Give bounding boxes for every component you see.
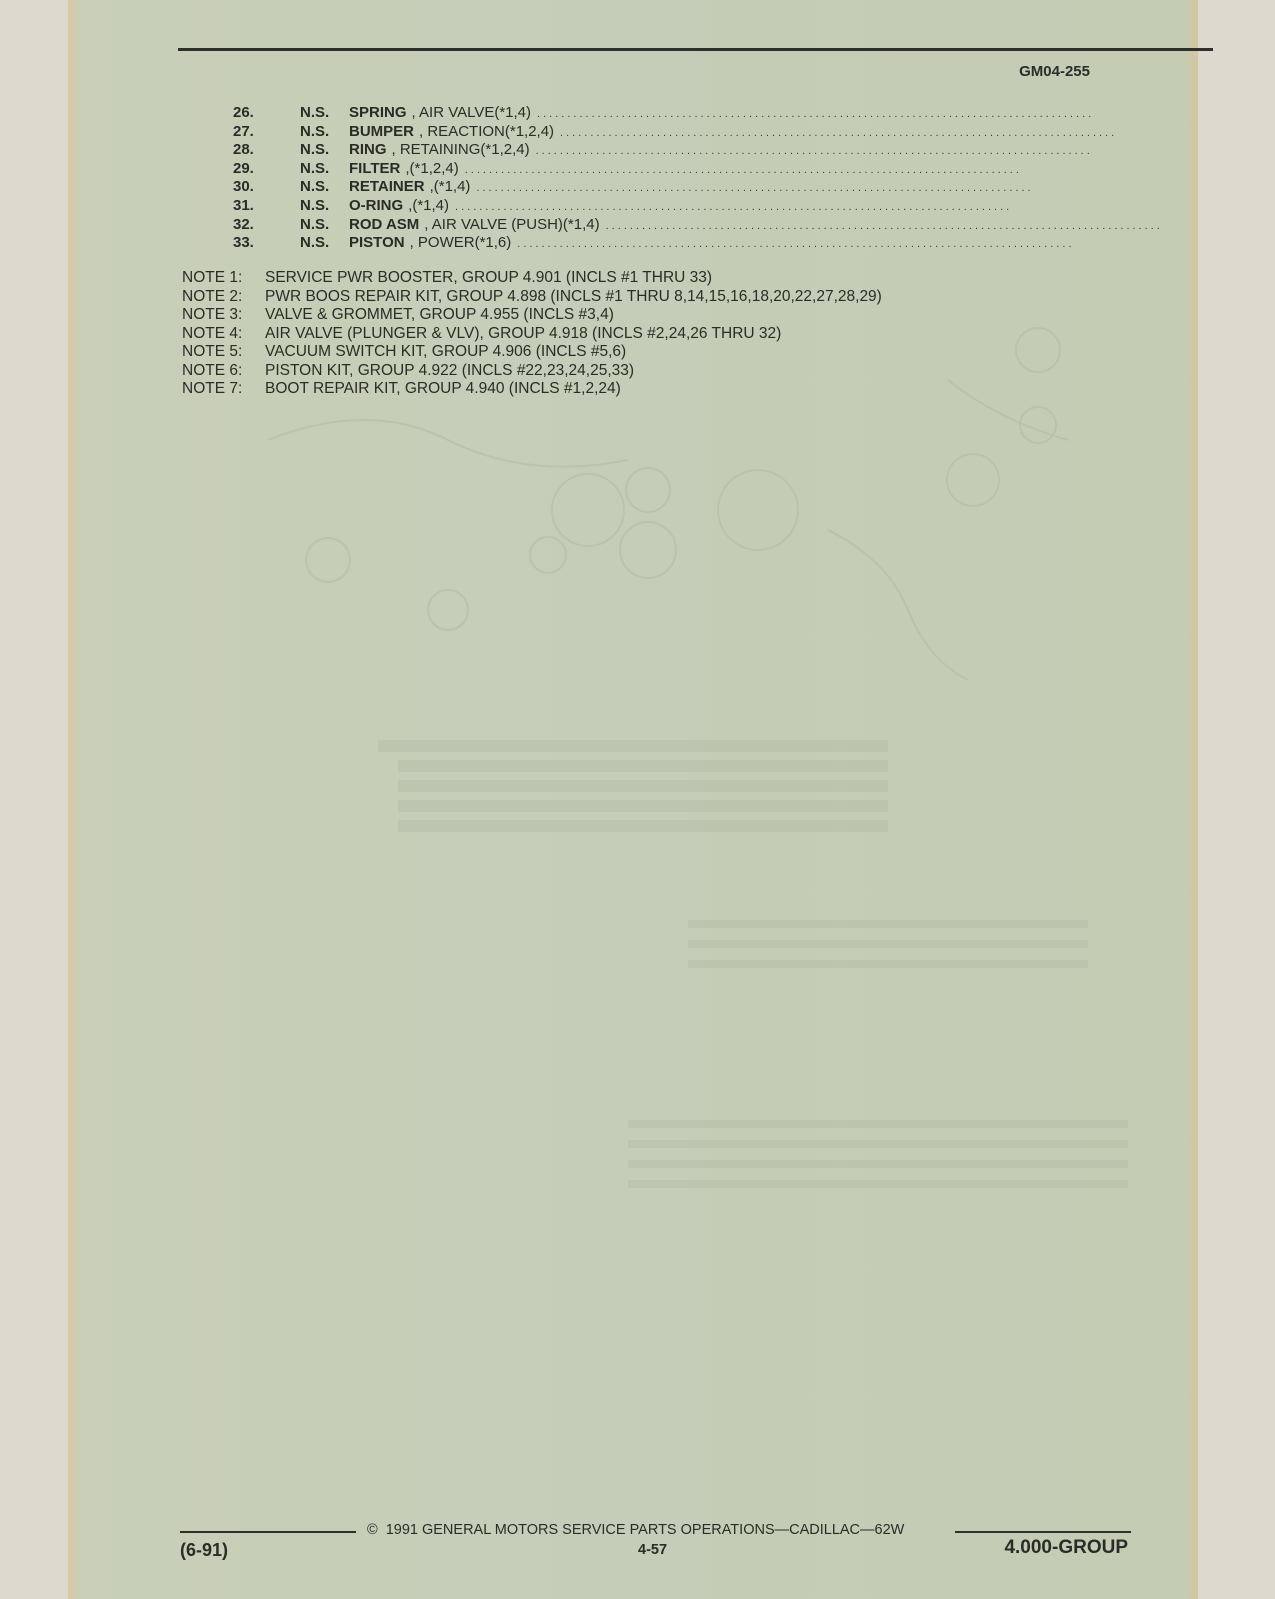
part-number: 30.: [233, 178, 254, 196]
part-row: [68, 160, 1198, 179]
part-row: [68, 234, 1198, 253]
part-ns: N.S.: [300, 122, 330, 140]
footer-date: (6-91): [180, 1540, 229, 1560]
note-text: SERVICE PWR BOOSTER, GROUP 4.901 (INCLS #1 THRU 33): [265, 269, 713, 286]
part-row: [68, 123, 1198, 142]
part-number: 32.: [233, 215, 254, 233]
part-name: SPRING: [349, 104, 407, 121]
part-description: , AIR VALVE (PUSH)(*1,4): [424, 215, 600, 233]
dot-leader: ............................................................................................: [537, 108, 1095, 120]
note-text: AIR VALVE (PLUNGER & VLV), GROUP 4.918 (INCLS #2,24,26 THRU 32): [265, 324, 782, 342]
note-row: [182, 362, 882, 381]
part-row: [68, 216, 1198, 235]
note-label: NOTE 1:: [182, 269, 243, 286]
part-ns: N.S.: [300, 196, 330, 214]
note-row: [182, 269, 882, 288]
note-text: VACUUM SWITCH KIT, GROUP 4.906 (INCLS #5,6): [265, 343, 627, 360]
note-label: NOTE 3:: [182, 306, 243, 323]
part-description: , REACTION(*1,2,4): [419, 122, 555, 140]
note-text: PWR BOOS REPAIR KIT, GROUP 4.898 (INCLS #1 THRU 8,14,15,16,18,20,22,27,28,29): [265, 287, 882, 305]
note-text: VALVE & GROMMET, GROUP 4.955 (INCLS #3,4): [265, 306, 614, 323]
note-row: [182, 380, 882, 399]
note-label: NOTE 4:: [182, 324, 243, 342]
part-name: ROD ASM: [349, 215, 420, 233]
dot-leader: ............................................................................................: [535, 145, 1093, 158]
footer-copyright: [367, 1522, 904, 1538]
part-row: [68, 197, 1198, 216]
note-row: [182, 343, 882, 362]
part-number: 31.: [233, 196, 254, 214]
part-name: BUMPER: [349, 122, 415, 140]
dot-leader: ............................................................................................: [464, 163, 1022, 176]
part-number: 33.: [233, 234, 254, 252]
part-number: 28.: [233, 141, 254, 159]
part-name: RING: [349, 141, 387, 159]
note-text: PISTON KIT, GROUP 4.922 (INCLS #22,23,24,25,33): [265, 361, 635, 379]
note-label: NOTE 7:: [182, 380, 243, 397]
document-page: [68, 0, 1198, 1599]
part-row: [68, 141, 1198, 160]
dot-leader: ............................................................................................: [455, 200, 1013, 213]
part-row: [68, 178, 1198, 197]
part-ns: N.S.: [300, 141, 330, 159]
note-row: [182, 306, 882, 325]
parts-list: [68, 104, 1198, 253]
part-number: 29.: [233, 159, 254, 177]
footer-rule-left: [180, 1531, 356, 1533]
part-ns: N.S.: [300, 215, 330, 233]
copyright-text: 1991 GENERAL MOTORS SERVICE PARTS OPERATIONS—CADILLAC—62W: [385, 1522, 905, 1538]
part-ns: N.S.: [300, 234, 330, 252]
note-label: NOTE 5:: [182, 343, 243, 360]
part-ns: N.S.: [300, 104, 330, 121]
part-row: [68, 104, 1198, 123]
note-text: BOOT REPAIR KIT, GROUP 4.940 (INCLS #1,2,24): [265, 380, 621, 397]
dot-leader: ............................................................................................: [560, 126, 1118, 139]
copyright-icon: ©: [367, 1522, 378, 1538]
part-ns: N.S.: [300, 178, 330, 196]
notes-list: [182, 269, 882, 399]
part-name: O-RING: [349, 196, 404, 214]
part-number: 26.: [233, 104, 254, 121]
part-description: , AIR VALVE(*1,4): [411, 104, 532, 121]
dot-leader: ............................................................................................: [476, 182, 1034, 195]
note-label: NOTE 6:: [182, 361, 243, 379]
dot-leader: ............................................................................................: [517, 238, 1075, 251]
part-description: ,(*1,4): [429, 178, 471, 196]
dot-leader: ............................................................................................: [605, 219, 1163, 232]
note-row: [182, 325, 882, 344]
footer-group: 4.000-GROUP: [1004, 1537, 1128, 1558]
note-label: NOTE 2:: [182, 287, 243, 305]
footer-rule-right: [955, 1531, 1131, 1533]
part-description: ,(*1,4): [408, 196, 450, 214]
part-name: PISTON: [349, 234, 405, 252]
part-name: FILTER: [349, 159, 401, 177]
part-description: , POWER(*1,6): [409, 234, 512, 252]
part-description: ,(*1,2,4): [405, 159, 459, 177]
part-name: RETAINER: [349, 178, 425, 196]
part-number: 27.: [233, 122, 254, 140]
part-ns: N.S.: [300, 159, 330, 177]
note-row: [182, 288, 882, 307]
page-number: 4-57: [638, 1542, 668, 1558]
document-id: GM04-255: [1019, 63, 1090, 80]
header-rule: [178, 48, 1213, 51]
part-description: , RETAINING(*1,2,4): [391, 141, 530, 159]
